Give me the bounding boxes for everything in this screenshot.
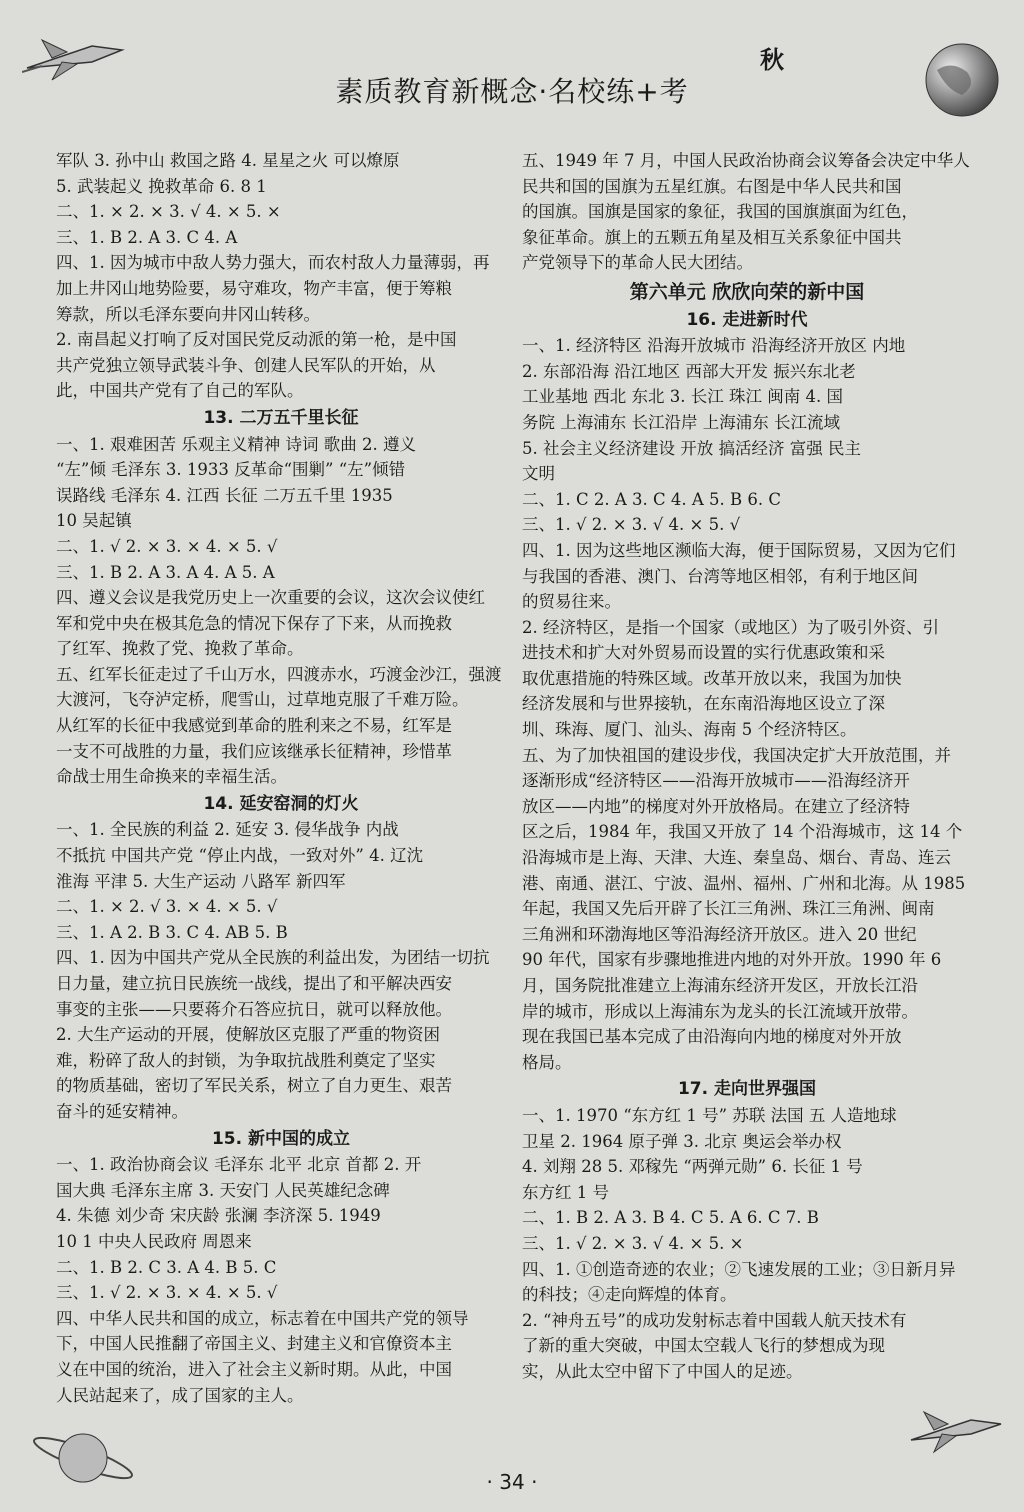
answer-line: 一、1. 艰难困苦 乐观主义精神 诗词 歌曲 2. 遵义 (56, 434, 416, 454)
section-heading: 14. 延安窑洞的灯火 (203, 793, 359, 814)
answer-line: 岸的城市，形成以上海浦东为龙头的长江流域开放带。 (522, 1001, 918, 1021)
answer-line: 文明 (522, 464, 555, 484)
answer-line: 四、遵义会议是我党历史上一次重要的会议，这次会议使红 (56, 588, 485, 608)
answer-line: 军和党中央在极其危急的情况下保存了下来，从而挽救 (56, 613, 452, 633)
answer-line: 的贸易往来。 (522, 592, 621, 612)
answer-line: 格局。 (522, 1052, 572, 1072)
answer-line: 五、1949 年 7 月，中国人民政治协商会议筹备会决定中华人 (522, 151, 970, 170)
answer-line: 东方红 1 号 (522, 1182, 609, 1202)
section-heading: 16. 走进新时代 (686, 309, 808, 330)
answer-line: 经济发展和与世界接轨，在东南沿海地区设立了深 (522, 694, 885, 714)
answer-line: 年起，我国又先后开辟了长江三角洲、珠江三角洲、闽南 (522, 899, 935, 919)
answer-line: 进技术和扩大对外贸易而设置的实行优惠政策和采 (522, 643, 885, 663)
answer-line: 四、1. 因为中国共产党从全民族的利益出发，为团结一切抗 (56, 948, 490, 968)
answer-line: 4. 朱德 刘少奇 宋庆龄 张澜 李济深 5. 1949 (56, 1206, 381, 1226)
answer-line: 三、1. B 2. A 3. A 4. A 5. A (56, 562, 275, 582)
answer-line: 二、1. × 2. × 3. √ 4. × 5. × (56, 202, 281, 222)
answer-line: 事变的主张——只要蒋介石答应抗日，就可以释放他。 (56, 999, 452, 1019)
answer-line: 港、南通、湛江、宁波、温州、福州、广州和北海。从 1985 (522, 873, 966, 893)
answer-line: 奋斗的延安精神。 (56, 1101, 188, 1121)
answer-line: 国大典 毛泽东主席 3. 天安门 人民英雄纪念碑 (56, 1180, 390, 1200)
answer-line: 一支不可战胜的力量，我们应该继承长征精神，珍惜革 (56, 741, 452, 761)
season-label: 秋 (760, 45, 784, 74)
answer-line: 义在中国的统治，进入了社会主义新时期。从此，中国 (56, 1359, 452, 1379)
answer-line: 军队 3. 孙中山 救国之路 4. 星星之火 可以燎原 (56, 151, 400, 170)
right-column (522, 148, 972, 1385)
answer-line: 大渡河，飞夺泸定桥，爬雪山，过草地克服了千难万险。 (56, 690, 469, 710)
answer-line: 逐渐形成“经济特区——沿海开放城市——沿海经济开 (522, 771, 910, 791)
answer-line: 民共和国的国旗为五星红旗。右图是中华人民共和国 (522, 176, 902, 196)
answer-line: 务院 上海浦东 长江沿岸 上海浦东 长江流域 (522, 412, 840, 432)
answer-line: 误路线 毛泽东 4. 江西 长征 二万五千里 1935 (56, 485, 393, 505)
answer-line: 三、1. √ 2. × 3. √ 4. × 5. × (522, 1233, 744, 1253)
answer-line: 10 吴起镇 (56, 511, 132, 531)
answer-line: 现在我国已基本完成了由沿海向内地的梯度对外开放 (522, 1027, 902, 1047)
answer-line: 的国旗。国旗是国家的象征，我国的国旗旗面为红色， (522, 202, 918, 222)
answer-line: 沿海城市是上海、天津、大连、秦皇岛、烟台、青岛、连云 (522, 848, 951, 868)
answer-line: 从红军的长征中我感觉到革命的胜利来之不易，红军是 (56, 716, 452, 736)
answer-line: 实，从此太空中留下了中国人的足迹。 (522, 1361, 803, 1381)
answer-line: 象征革命。旗上的五颗五角星及相互关系象征中国共 (522, 227, 902, 247)
answer-line: 的物质基础，密切了军民关系，树立了自力更生、艰苦 (56, 1076, 452, 1096)
answer-line: 区之后，1984 年，我国又开放了 14 个沿海城市，这 14 个 (522, 822, 963, 842)
answer-line: 五、红军长征走过了千山万水，四渡赤水，巧渡金沙江，强渡 (56, 664, 502, 684)
answer-line: 二、1. B 2. A 3. B 4. C 5. A 6. C 7. B (522, 1208, 819, 1228)
answer-line: 10 1 中央人民政府 周恩来 (56, 1231, 252, 1251)
answer-line: 二、1. C 2. A 3. C 4. A 5. B 6. C (522, 489, 781, 509)
answer-line: 月，国务院批准建立上海浦东经济开发区，开放长江沿 (522, 976, 918, 995)
answer-line: 二、1. B 2. C 3. A 4. B 5. C (56, 1257, 277, 1277)
answer-line: 2. “神舟五号”的成功发射标志着中国载人航天技术有 (522, 1310, 907, 1330)
answer-line: 三、1. B 2. A 3. C 4. A (56, 227, 238, 247)
answer-line: 5. 武装起义 挽救革命 6. 8 1 (56, 176, 267, 196)
space-shuttle-icon-bottom (906, 1400, 1006, 1460)
answer-line: 与我国的香港、澳门、台湾等地区相邻，有利于地区间 (522, 566, 918, 586)
unit-heading: 第六单元 欣欣向荣的新中国 (629, 280, 865, 303)
answer-line: 一、1. 经济特区 沿海开放城市 沿海经济开放区 内地 (522, 336, 906, 356)
section-heading: 15. 新中国的成立 (211, 1128, 351, 1149)
answer-line: 不抵抗 中国共产党 “停止内战，一致对外” 4. 辽沈 (56, 846, 424, 866)
answer-line: 四、1. 因为城市中敌人势力强大，而农村敌人力量薄弱，再 (56, 253, 490, 273)
answer-line: 三、1. √ 2. × 3. × 4. × 5. √ (56, 1283, 278, 1303)
answer-line: 三、1. √ 2. × 3. √ 4. × 5. √ (522, 515, 741, 535)
page-number: · 34 · (486, 1470, 538, 1494)
answer-line: 工业基地 西北 东北 3. 长江 珠江 闽南 4. 国 (522, 387, 843, 407)
answer-line: 5. 社会主义经济建设 开放 搞活经济 富强 民主 (522, 438, 861, 458)
answer-line: 四、1. ①创造奇迹的农业；②飞速发展的工业；③日新月异 (522, 1259, 956, 1279)
answer-line: 4. 刘翔 28 5. 邓稼先 “两弹元勋” 6. 长征 1 号 (522, 1157, 863, 1177)
answer-line: 了新的重大突破，中国太空载人飞行的梦想成为现 (522, 1336, 885, 1356)
answer-line: 三、1. A 2. B 3. C 4. AB 5. B (56, 922, 288, 942)
page-title: 素质教育新概念·名校练+考 (335, 75, 689, 108)
answer-line: 四、1. 因为这些地区濒临大海，便于国际贸易，又因为它们 (522, 540, 956, 560)
answer-line: 一、1. 1970 “东方红 1 号” 苏联 法国 五 人造地球 (522, 1105, 897, 1125)
answer-line: 下，中国人民推翻了帝国主义、封建主义和官僚资本主 (56, 1334, 452, 1354)
answer-line: 2. 南昌起义打响了反对国民党反动派的第一枪，是中国 (56, 330, 457, 350)
answer-line: 筹款，所以毛泽东要向井冈山转移。 (56, 304, 320, 324)
answer-line: 共产党独立领导武装斗争、创建人民军队的开始，从 (56, 355, 436, 375)
answer-line: 此，中国共产党有了自己的军队。 (56, 381, 304, 401)
answer-line: 一、1. 全民族的利益 2. 延安 3. 侵华战争 内战 (56, 820, 399, 840)
answer-line: 90 年代，国家有步骤地推进内地的对外开放。1990 年 6 (522, 950, 942, 970)
answer-line: 加上井冈山地势险要，易守难攻，物产丰富，便于筹粮 (56, 278, 452, 298)
answer-line: 了红军、挽救了党、挽救了革命。 (56, 639, 304, 659)
answer-line: 的科技；④走向辉煌的体育。 (522, 1285, 737, 1305)
answer-line: 2. 大生产运动的开展，使解放区克服了严重的物资困 (56, 1025, 440, 1045)
answer-line: 五、为了加快祖国的建设步伐，我国决定扩大开放范围，并 (522, 745, 951, 765)
answer-line: 圳、珠海、厦门、汕头、海南 5 个经济特区。 (522, 720, 857, 740)
answer-line: 淮海 平津 5. 大生产运动 八路军 新四军 (56, 871, 346, 891)
answer-line: 二、1. √ 2. × 3. × 4. × 5. √ (56, 536, 278, 556)
answer-line: 2. 经济特区，是指一个国家（或地区）为了吸引外资、引 (522, 617, 939, 637)
answer-line: 放区——内地”的梯度对外开放格局。在建立了经济特 (522, 796, 910, 816)
answer-line: 一、1. 政治协商会议 毛泽东 北平 北京 首都 2. 开 (56, 1155, 422, 1175)
answer-line: 日力量，建立抗日民族统一战线，提出了和平解决西安 (56, 974, 452, 993)
answer-line: 人民站起来了，成了国家的主人。 (56, 1385, 304, 1405)
left-column (56, 148, 506, 1408)
section-heading: 17. 走向世界强国 (677, 1079, 817, 1100)
answer-line: 二、1. × 2. √ 3. × 4. × 5. √ (56, 897, 278, 917)
answer-line: 取优惠措施的特殊区域。改革开放以来，我国为加快 (522, 668, 902, 688)
answer-line: 卫星 2. 1964 原子弹 3. 北京 奥运会举办权 (522, 1131, 842, 1151)
answer-line: 三角洲和环渤海地区等沿海经济开放区。进入 20 世纪 (522, 924, 917, 944)
answer-line: 难，粉碎了敌人的封锁，为争取抗战胜利奠定了坚实 (56, 1050, 436, 1070)
answer-line: 命战士用生命换来的幸福生活。 (56, 767, 287, 787)
answer-line: 产党领导下的革命人民大团结。 (522, 253, 753, 273)
answer-line: “左”倾 毛泽东 3. 1933 反革命“围剿” “左”倾错 (56, 460, 406, 480)
answer-line: 2. 东部沿海 沿江地区 西部大开发 振兴东北老 (522, 361, 856, 381)
answer-line: 四、中华人民共和国的成立，标志着在中国共产党的领导 (56, 1308, 469, 1328)
section-heading: 13. 二万五千里长征 (203, 407, 359, 428)
